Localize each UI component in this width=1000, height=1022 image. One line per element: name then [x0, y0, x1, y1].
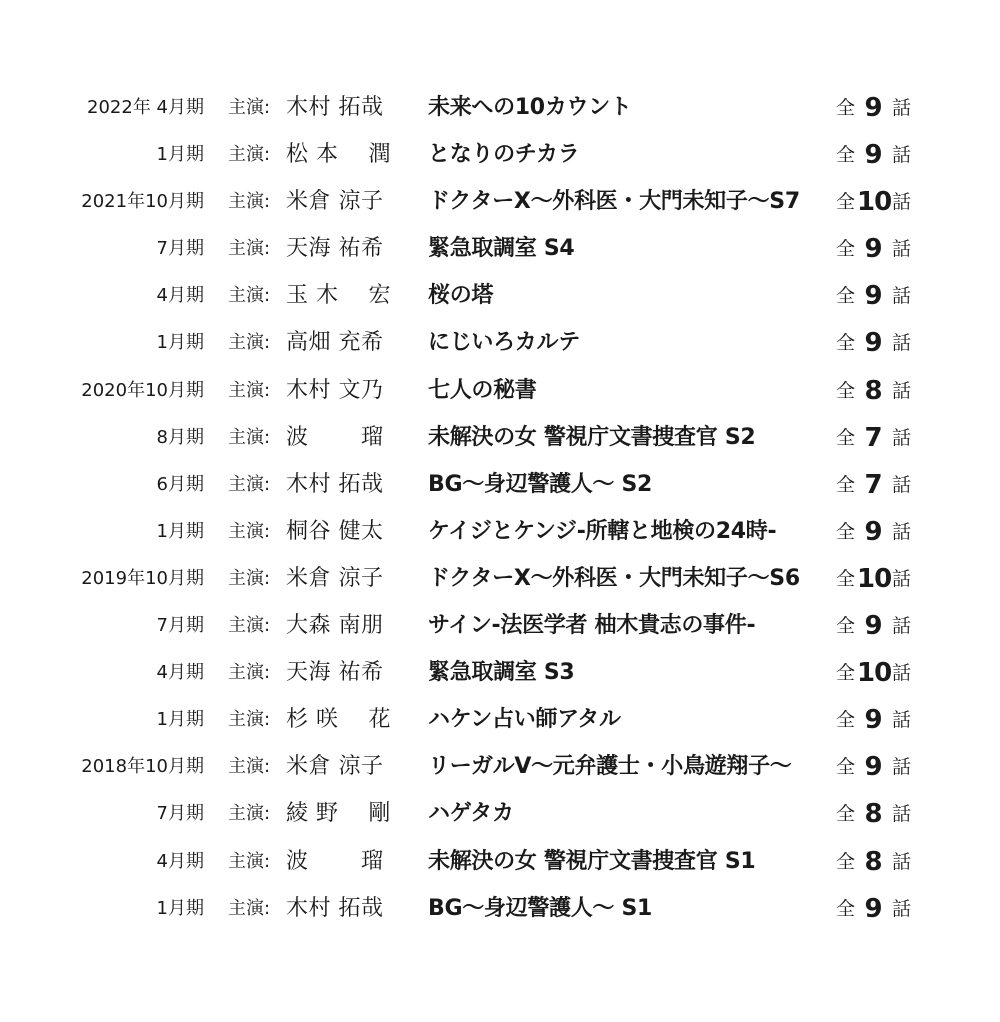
drama-title: 桜の塔 — [428, 283, 494, 309]
list-item — [0, 178, 1000, 225]
episodes-suffix: 話 — [892, 709, 912, 732]
episodes-prefix: 全 — [836, 285, 856, 308]
lead-actor: 高畑 充希 — [286, 330, 384, 356]
broadcast-period: 2019年10月期 — [81, 567, 204, 589]
list-item — [0, 367, 1000, 414]
lead-actor: 波 瑠 — [286, 848, 384, 874]
broadcast-period: 4月期 — [156, 285, 204, 307]
episode-count: 10 — [857, 563, 892, 594]
episodes-suffix: 話 — [892, 285, 912, 308]
lead-label: 主演: — [228, 662, 271, 684]
broadcast-period: 6月期 — [156, 473, 204, 495]
broadcast-period: 1月期 — [156, 520, 204, 542]
list-item — [0, 461, 1000, 508]
episodes-suffix: 話 — [892, 803, 912, 826]
lead-actor: 波 瑠 — [286, 424, 384, 450]
broadcast-period: 1月期 — [156, 897, 204, 919]
lead-actor: 木村 拓哉 — [286, 471, 384, 497]
episodes-prefix: 全 — [836, 332, 856, 355]
lead-label: 主演: — [228, 426, 271, 448]
lead-actor: 大森 南朋 — [286, 613, 384, 639]
drama-title: 未来への10カウント — [428, 95, 632, 120]
lead-actor: 松 本 潤 — [286, 142, 391, 168]
episode-count: 10 — [857, 658, 892, 689]
drama-title: となりのチカラ — [428, 142, 580, 168]
episode-count: 9 — [864, 752, 882, 783]
episodes-prefix: 全 — [836, 191, 856, 214]
list-item — [0, 838, 1000, 885]
drama-title: ハケン占い師アタル — [428, 707, 621, 733]
episodes-prefix: 全 — [836, 97, 856, 119]
drama-title: ハゲタカ — [428, 801, 514, 827]
drama-title: 緊急取調室 S4 — [428, 236, 575, 262]
episodes-suffix: 話 — [892, 756, 912, 779]
episode-count: 9 — [864, 516, 882, 547]
broadcast-period: 4月期 — [156, 850, 204, 872]
lead-actor: 玉 木 宏 — [286, 283, 391, 309]
broadcast-period: 7月期 — [156, 238, 204, 260]
episode-count: 10 — [857, 187, 892, 218]
lead-actor: 米倉 涼子 — [286, 565, 384, 591]
drama-list — [0, 84, 1000, 932]
episodes-suffix: 話 — [892, 850, 912, 873]
episodes-suffix: 話 — [892, 520, 912, 543]
episode-count: 7 — [864, 469, 882, 500]
episodes-prefix: 全 — [836, 426, 856, 449]
episodes-prefix: 全 — [836, 238, 856, 261]
episodes-prefix: 全 — [836, 803, 856, 826]
drama-title: 緊急取調室 S3 — [428, 660, 575, 686]
lead-actor: 米倉 涼子 — [286, 189, 384, 215]
list-item — [0, 225, 1000, 272]
episodes-prefix: 全 — [836, 520, 856, 543]
list-item — [0, 272, 1000, 319]
lead-label: 主演: — [228, 520, 271, 542]
episodes-prefix: 全 — [836, 379, 856, 402]
drama-title: 未解決の女 警視庁文書捜査官 S1 — [428, 848, 756, 874]
lead-label: 主演: — [228, 285, 271, 307]
lead-label: 主演: — [228, 850, 271, 872]
episodes-prefix: 全 — [836, 662, 856, 685]
episodes-suffix: 話 — [892, 379, 912, 402]
broadcast-period: 7月期 — [156, 615, 204, 637]
list-item — [0, 508, 1000, 555]
list-item — [0, 743, 1000, 790]
list-item — [0, 84, 1000, 131]
drama-title: サイン-法医学者 柚木貴志の事件- — [428, 613, 756, 639]
episode-count: 9 — [864, 705, 882, 736]
episodes-prefix: 全 — [836, 756, 856, 779]
episodes-prefix: 全 — [836, 473, 856, 496]
list-item — [0, 790, 1000, 837]
lead-actor: 米倉 涼子 — [286, 754, 384, 780]
broadcast-period: 7月期 — [156, 803, 204, 825]
broadcast-period: 8月期 — [156, 426, 204, 448]
drama-title: BG～身辺警護人～ S2 — [428, 471, 653, 497]
episodes-suffix: 話 — [892, 238, 912, 261]
episodes-prefix: 全 — [836, 850, 856, 873]
lead-label: 主演: — [228, 238, 271, 260]
lead-actor: 木村 拓哉 — [286, 95, 384, 120]
list-item — [0, 131, 1000, 178]
lead-label: 主演: — [228, 615, 271, 637]
episode-count: 8 — [864, 799, 882, 830]
broadcast-period: 2022年 4月期 — [87, 97, 204, 118]
drama-title: 七人の秘書 — [428, 377, 537, 403]
episode-count: 9 — [864, 93, 882, 123]
broadcast-period: 2020年10月期 — [81, 379, 204, 401]
lead-actor: 天海 祐希 — [286, 660, 384, 686]
lead-label: 主演: — [228, 97, 271, 118]
episodes-suffix: 話 — [892, 144, 912, 167]
episode-count: 9 — [864, 281, 882, 312]
lead-label: 主演: — [228, 897, 271, 919]
list-item — [0, 602, 1000, 649]
lead-label: 主演: — [228, 803, 271, 825]
episodes-suffix: 話 — [892, 332, 912, 355]
lead-label: 主演: — [228, 379, 271, 401]
lead-actor: 木村 拓哉 — [286, 895, 384, 921]
drama-title: にじいろカルテ — [428, 330, 580, 356]
episodes-prefix: 全 — [836, 709, 856, 732]
broadcast-period: 2018年10月期 — [81, 756, 204, 778]
drama-title: ドクターX～外科医・大門未知子～S7 — [428, 189, 800, 215]
broadcast-period: 2021年10月期 — [81, 191, 204, 213]
list-item — [0, 555, 1000, 602]
episodes-suffix: 話 — [892, 97, 912, 119]
episodes-suffix: 話 — [892, 615, 912, 638]
episode-count: 8 — [864, 846, 882, 877]
episodes-suffix: 話 — [892, 567, 912, 590]
lead-label: 主演: — [228, 144, 271, 166]
episodes-suffix: 話 — [892, 662, 912, 685]
lead-actor: 桐谷 健太 — [286, 518, 384, 544]
drama-title: リーガルV～元弁護士・小鳥遊翔子～ — [428, 754, 792, 780]
list-item — [0, 885, 1000, 932]
lead-label: 主演: — [228, 473, 271, 495]
episode-count: 8 — [864, 375, 882, 406]
episode-count: 9 — [864, 328, 882, 359]
list-item — [0, 319, 1000, 366]
lead-actor: 杉 咲 花 — [286, 707, 391, 733]
broadcast-period: 1月期 — [156, 144, 204, 166]
episodes-suffix: 話 — [892, 473, 912, 496]
episodes-prefix: 全 — [836, 567, 856, 590]
list-item — [0, 414, 1000, 461]
episode-count: 9 — [864, 893, 882, 924]
broadcast-period: 1月期 — [156, 709, 204, 731]
broadcast-period: 1月期 — [156, 332, 204, 354]
lead-label: 主演: — [228, 709, 271, 731]
list-item — [0, 649, 1000, 696]
lead-label: 主演: — [228, 191, 271, 213]
lead-actor: 綾 野 剛 — [286, 801, 391, 827]
drama-title: 未解決の女 警視庁文書捜査官 S2 — [428, 424, 756, 450]
episode-count: 9 — [864, 140, 882, 171]
lead-label: 主演: — [228, 567, 271, 589]
broadcast-period: 4月期 — [156, 662, 204, 684]
drama-title: ドクターX～外科医・大門未知子～S6 — [428, 565, 800, 591]
episodes-suffix: 話 — [892, 897, 912, 920]
lead-actor: 天海 祐希 — [286, 236, 384, 262]
lead-label: 主演: — [228, 756, 271, 778]
episodes-suffix: 話 — [892, 191, 912, 214]
list-item — [0, 696, 1000, 743]
drama-title: BG～身辺警護人～ S1 — [428, 895, 653, 921]
episode-count: 9 — [864, 611, 882, 642]
episode-count: 7 — [864, 422, 882, 453]
drama-title: ケイジとケンジ-所轄と地検の24時- — [428, 518, 777, 544]
episode-count: 9 — [864, 234, 882, 265]
episodes-suffix: 話 — [892, 426, 912, 449]
episodes-prefix: 全 — [836, 897, 856, 920]
episodes-prefix: 全 — [836, 615, 856, 638]
lead-actor: 木村 文乃 — [286, 377, 384, 403]
episodes-prefix: 全 — [836, 144, 856, 167]
lead-label: 主演: — [228, 332, 271, 354]
